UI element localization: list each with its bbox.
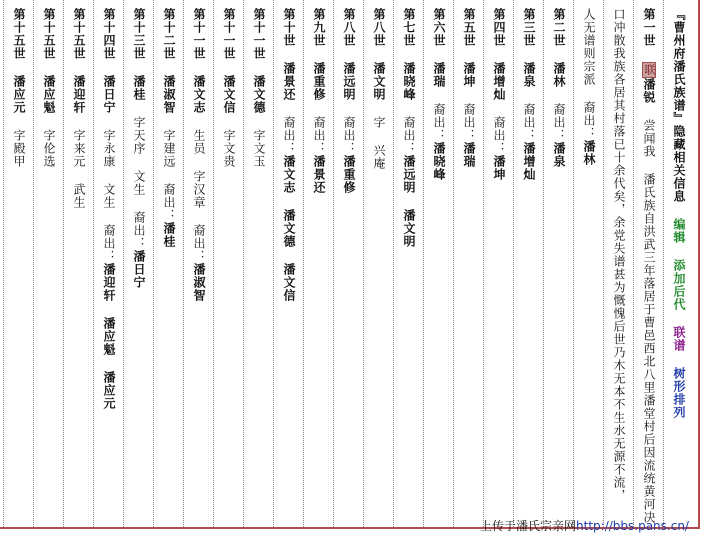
descendant-names[interactable]: 潘淑智 [192,263,206,302]
generation-label: 第十三世 [132,8,146,60]
footer-text: 上传于潘氏宗亲网 [480,519,577,533]
person-name[interactable]: 潘应元 [12,75,26,114]
generation-column [304,8,334,526]
descendant-names[interactable]: 潘增灿 [522,142,536,181]
generation-column [484,8,514,526]
generation-column [394,8,424,526]
upload-footer [480,517,689,534]
person-info: 裔出： [522,103,536,142]
generation-label: 第六世 [432,8,446,47]
descendant-label: 裔出： [582,101,596,140]
person-name[interactable]: 潘桂 [132,75,146,101]
generation-column [424,8,454,526]
person-name[interactable]: 潘文信 [222,75,236,114]
person-name[interactable]: 潘晓峰 [402,62,416,101]
tree-view-link[interactable]: 树形排列 [672,367,686,419]
generation-label: 第十四世 [102,8,116,60]
ancestor-name[interactable]: 潘锐 [642,78,656,104]
generation-label: 第三世 [522,8,536,47]
descendant-names[interactable]: 潘景还 [312,155,326,194]
person-name[interactable]: 潘文明 [372,62,386,101]
descendant-names[interactable]: 潘日宁 [132,250,146,289]
generation-label: 第十世 [282,8,296,47]
generation-column [364,8,394,526]
intro-text: 口冲散我族各居其村落已十余代矣，余党失谱甚为慨愧后世乃木无本不生水无源不流， [612,8,626,502]
generation-column [184,8,214,526]
person-info: 字伦选 [42,129,56,168]
generation-label: 第九世 [312,8,326,47]
generation-column [214,8,244,526]
generation-label: 第二世 [552,8,566,47]
intro-column-1 [634,8,664,526]
person-name[interactable]: 潘瑞 [432,62,446,88]
generation-label: 第四世 [492,8,506,47]
generation-label: 第十五世 [12,8,26,60]
person-name[interactable]: 潘林 [552,62,566,88]
add-generation-link[interactable]: 添加后代 [672,259,686,311]
descendant-names[interactable]: 潘桂 [162,222,176,248]
person-info: 裔出： [552,103,566,142]
person-name[interactable]: 潘坤 [462,62,476,88]
person-info: 裔出： [492,116,506,155]
link-genealogy-link[interactable]: 联谱 [672,326,686,352]
descendant-names[interactable]: 潘晓峰 [432,142,446,181]
person-info: 字文玉 [252,129,266,168]
person-name[interactable]: 潘文德 [252,75,266,114]
person-name[interactable]: 潘淑智 [162,75,176,114]
title-column [664,8,694,526]
link-badge[interactable]: 联 [643,64,656,76]
generation-column [334,8,364,526]
generation-column [64,8,94,526]
person-info: 字殿甲 [12,129,26,168]
person-name[interactable]: 潘重修 [312,62,326,101]
person-name[interactable]: 潘迎轩 [72,75,86,114]
descendant-names[interactable]: 潘坤 [492,155,506,181]
person-info: 字 兴庵 [372,116,386,170]
generation-label: 第一世 [642,8,656,47]
generation-column [4,8,34,526]
person-name[interactable]: 潘文志 [192,75,206,114]
descendant-names[interactable]: 潘瑞 [462,142,476,168]
person-info: 字永康 文生 裔出： [102,129,116,263]
person-name[interactable]: 潘日宁 [102,75,116,114]
generation-label: 第七世 [402,8,416,47]
column-divider [3,0,4,527]
descendant-names[interactable]: 潘远明 潘文明 [402,155,416,248]
generation-label: 第十五世 [72,8,86,60]
person-name[interactable]: 潘应魁 [42,75,56,114]
person-info: 裔出： [402,116,416,155]
generation-column [544,8,574,526]
person-info: 裔出： [312,116,326,155]
person-name[interactable]: 潘远明 [342,62,356,101]
person-name[interactable]: 潘景还 [282,62,296,101]
person-info: 字天序 文生 裔出： [132,116,146,250]
generation-column [274,8,304,526]
footer-url[interactable]: http://bbs.pans.cn/ [576,519,689,533]
generation-label: 第十二世 [162,8,176,60]
person-info: 字建远 裔出： [162,129,176,222]
generation-column [34,8,64,526]
generation-label: 第五世 [462,8,476,47]
hide-info-link[interactable]: 隐藏相关信息 [672,125,686,203]
generation-label: 第十一世 [192,8,206,60]
intro-text: 尝闻我 潘氏族自洪武三年落居于曹邑西北八里潘堂村后因流统黄河决 [642,119,656,524]
person-name[interactable]: 潘泉 [522,62,536,88]
generation-column [94,8,124,526]
person-info: 裔出： [462,103,476,142]
person-info: 裔出： [432,103,446,142]
page-border-right [698,0,700,528]
person-info: 裔出： [282,116,296,155]
generation-label: 第八世 [342,8,356,47]
intro-column-2 [604,8,634,526]
person-info: 裔出： [342,116,356,155]
generation-column [454,8,484,526]
descendant-names[interactable]: 潘文志 潘文德 潘文信 [282,155,296,302]
generation-column [514,8,544,526]
person-name[interactable]: 潘增灿 [492,62,506,101]
generation-column [244,8,274,526]
descendant-name[interactable]: 潘林 [582,140,596,166]
descendant-names[interactable]: 潘迎轩 潘应魁 潘应元 [102,263,116,410]
generation-label: 第十五世 [42,8,56,60]
person-info: 字文贵 [222,129,236,168]
intro-column-3 [574,8,604,526]
descendant-names[interactable]: 潘泉 [552,142,566,168]
intro-text: 人无谱则宗派 [582,8,596,86]
genealogy-title: 『曹州府潘氏族谱』 [672,8,686,125]
edit-link[interactable]: 编辑 [672,218,686,244]
generation-column [124,8,154,526]
person-info: 生员 字汉章 裔出： [192,129,206,263]
person-info: 字来元 武生 [72,129,86,209]
generation-column [154,8,184,526]
descendant-names[interactable]: 潘重修 [342,155,356,194]
generation-label: 第八世 [372,8,386,47]
generation-label: 第十一世 [222,8,236,60]
generation-label: 第十一世 [252,8,266,60]
